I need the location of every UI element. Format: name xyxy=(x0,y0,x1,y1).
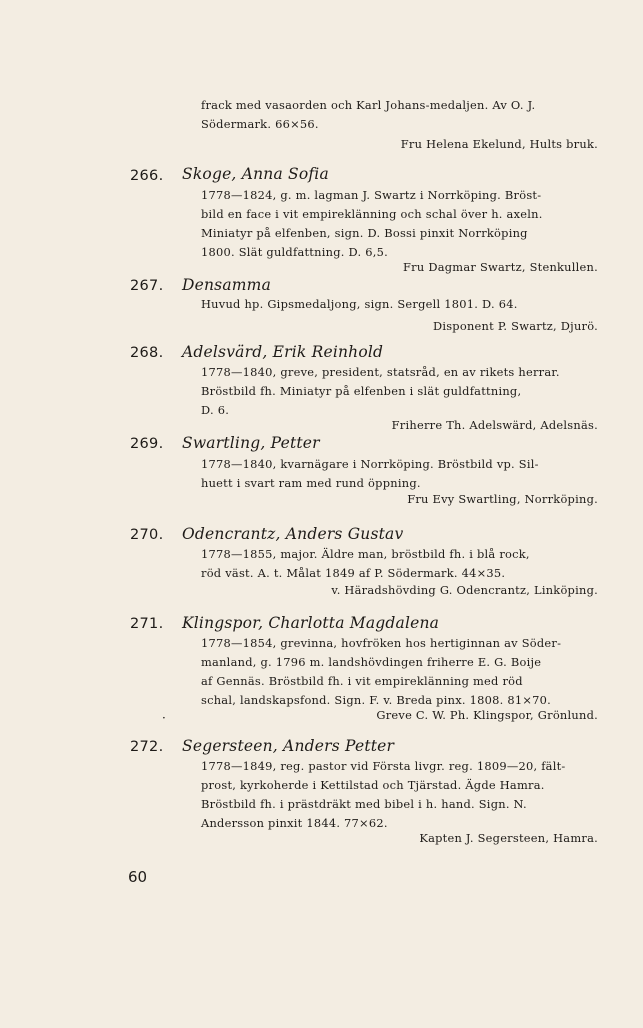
continuation-description xyxy=(201,96,598,134)
entry-description xyxy=(201,455,598,493)
entry-description xyxy=(201,363,598,420)
entry-number: 270. xyxy=(130,527,164,543)
description-line: 1778—1840, greve, president, statsråd, en av rikets herrar. xyxy=(201,365,560,379)
entry-name: Densamma xyxy=(182,276,272,294)
description-line: schal, landskapsfond. Sign. F. v. Breda pinx. 1808. 81×70. xyxy=(201,693,552,707)
entry-number: 268. xyxy=(130,345,164,361)
description-line: Bröstbild fh. i prästdräkt med bibel i h. hand. Sign. N. xyxy=(201,797,527,811)
description-line: 1778—1824, g. m. lagman J. Swartz i Norrköping. Bröst- xyxy=(201,188,542,202)
description-line: frack med vasaorden och Karl Johans-medaljen. Av O. J. xyxy=(201,98,536,112)
entry-owner: Fru Dagmar Swartz, Stenkullen. xyxy=(403,260,598,274)
entry-name: Klingspor, Charlotta Magdalena xyxy=(182,614,440,632)
description-line: 1800. Slät guldfattning. D. 6,5. xyxy=(201,245,388,259)
entry-description xyxy=(201,757,598,833)
description-line: D. 6. xyxy=(201,403,230,417)
entry-name: Odencrantz, Anders Gustav xyxy=(182,525,404,543)
entry-number: 267. xyxy=(130,278,164,294)
ink-dot: · xyxy=(162,711,166,725)
entry-name: Skoge, Anna Sofia xyxy=(182,165,329,183)
entry-owner: Disponent P. Swartz, Djurö. xyxy=(432,319,598,333)
page-number: 60 xyxy=(128,868,148,886)
description-line: manland, g. 1796 m. landshövdingen friherre E. G. Boije xyxy=(201,655,542,669)
description-line: bild en face i vit empireklänning och schal över h. axeln. xyxy=(201,207,543,221)
entry-owner: Friherre Th. Adelswärd, Adelsnäs. xyxy=(391,418,598,432)
description-line: huett i svart ram med rund öppning. xyxy=(201,476,421,490)
description-line: 1778—1849, reg. pastor vid Första livgr. reg. 1809—20, fält- xyxy=(201,759,566,773)
entry-description xyxy=(201,634,598,710)
description-line: Miniatyr på elfenben, sign. D. Bossi pinxit Norrköping xyxy=(201,226,528,240)
entry-owner: Fru Evy Swartling, Norrköping. xyxy=(407,492,598,506)
entry-name: Swartling, Petter xyxy=(182,434,320,452)
entry-owner: Greve C. W. Ph. Klingspor, Grönlund. xyxy=(376,708,598,722)
description-line: Andersson pinxit 1844. 77×62. xyxy=(201,816,388,830)
description-line: Huvud hp. Gipsmedaljong, sign. Sergell 1801. D. 64. xyxy=(201,297,518,311)
description-line: 1778—1854, grevinna, hovfröken hos hertiginnan av Söder- xyxy=(201,636,562,650)
description-line: 1778—1855, major. Äldre man, bröstbild fh. i blå rock, xyxy=(201,547,530,561)
entry-name: Segersteen, Anders Petter xyxy=(182,737,395,755)
description-line: röd väst. A. t. Målat 1849 af P. Södermark. 44×35. xyxy=(201,566,506,580)
entry-number: 272. xyxy=(130,739,164,755)
entry-owner: Kapten J. Segersteen, Hamra. xyxy=(419,831,598,845)
entry-number: 269. xyxy=(130,436,164,452)
description-line: Bröstbild fh. Miniatyr på elfenben i slät guldfattning, xyxy=(201,384,522,398)
entry-number: 266. xyxy=(130,168,164,184)
description-line: 1778—1840, kvarnägare i Norrköping. Bröstbild vp. Sil- xyxy=(201,457,539,471)
entry-description xyxy=(201,545,598,583)
entry-owner: v. Häradshövding G. Odencrantz, Linköping. xyxy=(331,583,598,597)
description-line: af Gennäs. Bröstbild fh. i vit empireklänning med röd xyxy=(201,674,523,688)
entry-description xyxy=(201,295,598,314)
entry-name: Adelsvärd, Erik Reinhold xyxy=(182,343,384,361)
entry-number: 271. xyxy=(130,616,164,632)
description-line: Södermark. 66×56. xyxy=(201,117,319,131)
entry-description xyxy=(201,186,598,262)
description-line: prost, kyrkoherde i Kettilstad och Tjärstad. Ägde Hamra. xyxy=(201,778,545,792)
continuation-owner: Fru Helena Ekelund, Hults bruk. xyxy=(400,137,598,151)
